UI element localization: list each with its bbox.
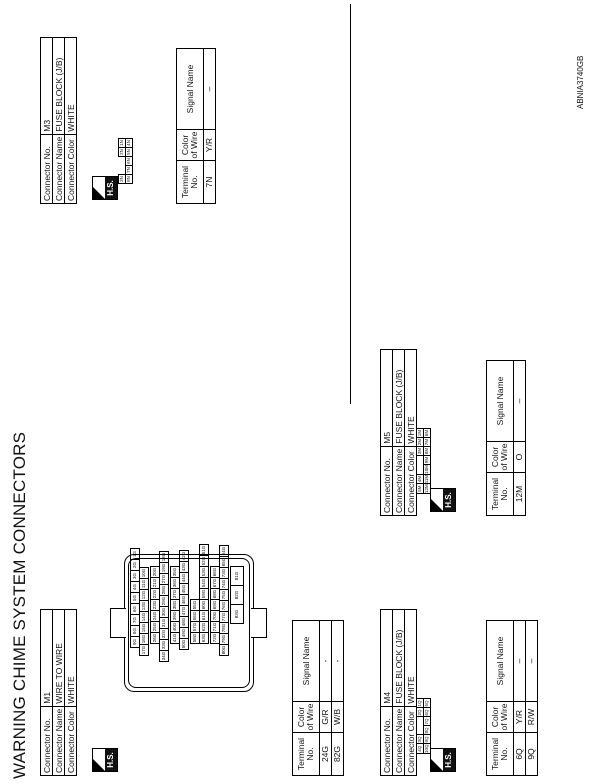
m1-pin-63G: 63G: [199, 632, 209, 644]
m3-connector-no: M3: [41, 37, 53, 134]
m1-pin-12G: 12G: [139, 589, 149, 601]
m1-hs-label: H.S.: [105, 749, 117, 771]
m1-pin-13G: 13G: [139, 600, 149, 612]
table-row: 6Q Y/R –: [514, 621, 526, 776]
m1-pin-37G: 37G: [170, 588, 180, 600]
m1-pin-47G: 47G: [179, 605, 189, 617]
m1-pin-38G: 38G: [170, 599, 180, 611]
m4-connector-no: M4: [381, 609, 393, 706]
m1-connector-no: M1: [41, 609, 53, 706]
m1-connector-color-label: Connector Color: [65, 706, 77, 775]
m1-pin-28G: 28G: [159, 584, 169, 596]
m1-pin-11G: 11G: [139, 578, 149, 590]
m1-pin-77G: 77G: [219, 611, 229, 623]
m3-hs-icon: H.S.: [92, 176, 118, 200]
m1-pin-33G: 33G: [159, 639, 169, 651]
m1-pin-7G: 7G: [130, 614, 140, 626]
m1-pin-42G: 42G: [179, 550, 189, 562]
m1-pin-76G: 76G: [219, 600, 229, 612]
m1-pin-4G: 4G: [130, 581, 140, 593]
m1-pin-3G: 3G: [130, 570, 140, 582]
m4-signal-table: Terminal No. Color of Wire Signal Name 6Q Y/R – 9Q R/W –: [486, 620, 538, 776]
m1-connector-diagram: [108, 544, 268, 704]
m4-info-table: Connector No. M4 Connector Name FUSE BLOCK (J/B) Connector Color WHITE: [380, 609, 417, 776]
m1-pin-40G: 40G: [170, 621, 180, 633]
m1-pin-31G: 31G: [159, 617, 169, 629]
m1-pin-83G: 83G: [230, 604, 244, 624]
m1-pin-14G: 14G: [139, 611, 149, 623]
m1-pin-21G: 21G: [150, 577, 160, 589]
m5-info-table: Connector No. M5 Connector Name FUSE BLOCK (J/B) Connector Color WHITE: [380, 349, 417, 516]
m1-pin-73G: 73G: [219, 567, 229, 579]
m1-pin-35G: 35G: [170, 566, 180, 578]
m1-pin-66G: 66G: [210, 566, 220, 578]
m1-pin-65G: 65G: [219, 556, 229, 568]
m1-connector-name: WIRE TO WIRE: [53, 609, 65, 706]
m3-connector-diagram: 3N 2N 1N 8N 7N 6N 5N 4N: [119, 140, 131, 182]
m5-hs-icon: H.S.: [430, 488, 456, 512]
m1-pin-36G: 36G: [170, 577, 180, 589]
m1-pin-16G: 16G: [139, 633, 149, 645]
m1-pin-68G: 68G: [210, 588, 220, 600]
page-title: WARNING CHIME SYSTEM CONNECTORS: [10, 431, 29, 779]
m1-signal-header: Signal Name: [293, 621, 320, 702]
m1-pin-51G: 51G: [199, 544, 209, 556]
m1-pin-23G: 23G: [150, 599, 160, 611]
table-row: 24G G/R -: [320, 621, 332, 776]
m5-connector-name: FUSE BLOCK (J/B): [393, 349, 405, 446]
m1-pin-41G: 41G: [170, 632, 180, 644]
m1-pin-53G: 53G: [199, 566, 209, 578]
m1-pin-69G: 69G: [210, 599, 220, 611]
m1-pin-9G: 9G: [130, 636, 140, 648]
m1-pin-8G: 8G: [130, 625, 140, 637]
m1-pin-56G: 56G: [190, 610, 200, 622]
m1-pin-59G: 59G: [199, 588, 209, 600]
m3-connector-color: WHITE: [65, 37, 77, 134]
m1-pin-43G: 43G: [179, 561, 189, 573]
image-id: ABNIA3740GB: [576, 55, 585, 109]
m4-hs-icon: H.S.: [430, 748, 456, 772]
m1-pin-75G: 75G: [219, 589, 229, 601]
m1-pin-32G: 32G: [159, 628, 169, 640]
m3-info-table: Connector No. M3 Connector Name FUSE BLOCK (J/B) Connector Color WHITE: [40, 37, 77, 204]
m1-pin-67G: 67G: [210, 577, 220, 589]
m1-pin-46G: 46G: [179, 594, 189, 606]
m1-pin-30G: 30G: [159, 606, 169, 618]
m1-pin-74G: 74G: [219, 578, 229, 590]
m1-pin-26G: 26G: [150, 632, 160, 644]
m1-pin-2G: 2G: [130, 559, 140, 571]
m4-connector-diagram: 4Q 3Q 2Q 1Q 10Q 9Q 8Q 7Q 6Q 5Q: [417, 700, 429, 753]
m1-pin-72G: 72G: [210, 632, 220, 644]
m1-pin-22G: 22G: [150, 588, 160, 600]
m1-pin-25G: 25G: [150, 621, 160, 633]
m1-pin-54G: 54G: [199, 577, 209, 589]
m3-connector-name: FUSE BLOCK (J/B): [53, 37, 65, 134]
m1-pin-17G: 17G: [139, 644, 149, 656]
m5-connector-diagram: 5M 4M 3M 2M 1M 12M 11M 10M 9M 8M 7M 6M: [417, 429, 429, 493]
m1-pin-5G: 5G: [130, 592, 140, 604]
m4-connector-name: FUSE BLOCK (J/B): [393, 609, 405, 706]
m1-info-table: [40, 609, 77, 776]
m1-pin-18G: 18G: [159, 551, 169, 563]
m1-pin-24G: 24G: [150, 610, 160, 622]
m1-pin-60G: 60G: [199, 599, 209, 611]
m1-pin-62G: 62G: [199, 621, 209, 633]
m1-pin-27G: 27G: [159, 573, 169, 585]
m1-pin-80G: 80G: [219, 644, 229, 656]
m1-pin-10G: 10G: [139, 567, 149, 579]
m1-connector-name-label: Connector Name: [53, 706, 65, 775]
m1-terminal-header: Terminal No.: [293, 733, 320, 776]
m1-pin-34G: 34G: [159, 650, 169, 662]
m1-pin-29G: 29G: [159, 595, 169, 607]
m1-pin-52G: 52G: [199, 555, 209, 567]
m1-pin-15G: 15G: [139, 622, 149, 634]
m1-pin-81G: 81G: [230, 566, 244, 586]
m1-pin-39G: 39G: [170, 610, 180, 622]
m1-pin-64G: 64G: [219, 545, 229, 557]
m1-pin-57G: 57G: [190, 621, 200, 633]
table-row: 82G W/B -: [332, 621, 344, 776]
m5-signal-table: Terminal No. Color of Wire Signal Name 12M O –: [486, 360, 526, 516]
m1-pin-55G: 55G: [190, 599, 200, 611]
m1-pin-70G: 70G: [210, 610, 220, 622]
m1-pin-20G: 20G: [150, 566, 160, 578]
table-row: 9Q R/W –: [526, 621, 538, 776]
m1-pin-1G: 1G: [130, 548, 140, 560]
m1-pin-50G: 50G: [179, 638, 189, 650]
table-row: 12M O –: [514, 361, 526, 516]
m1-connector-no-label: Connector No.: [41, 706, 53, 775]
m1-connector-color: WHITE: [65, 609, 77, 706]
m1-signal-table: [292, 620, 344, 776]
m1-pin-78G: 78G: [219, 622, 229, 634]
m3-signal-table: Terminal No. Color of Wire Signal Name 7N Y/R –: [176, 48, 216, 204]
m1-wire-header: Color of Wire: [293, 702, 320, 733]
table-row: 7N Y/R –: [204, 49, 216, 204]
m1-pin-79G: 79G: [219, 633, 229, 645]
m1-pin-45G: 45G: [179, 583, 189, 595]
m1-pin-82G: 82G: [230, 585, 244, 605]
m1-pin-49G: 49G: [179, 627, 189, 639]
m1-pin-58G: 58G: [190, 632, 200, 644]
m1-pin-19G: 19G: [159, 562, 169, 574]
m5-connector-color: WHITE: [405, 349, 417, 446]
m1-pin-48G: 48G: [179, 616, 189, 628]
m1-pin-61G: 61G: [199, 610, 209, 622]
m4-connector-color: WHITE: [405, 609, 417, 706]
m1-pin-44G: 44G: [179, 572, 189, 584]
m1-hs-icon: [92, 748, 118, 772]
m1-pin-6G: 6G: [130, 603, 140, 615]
section-divider: [350, 4, 351, 404]
m5-connector-no: M5: [381, 349, 393, 446]
m1-pin-71G: 71G: [210, 621, 220, 633]
